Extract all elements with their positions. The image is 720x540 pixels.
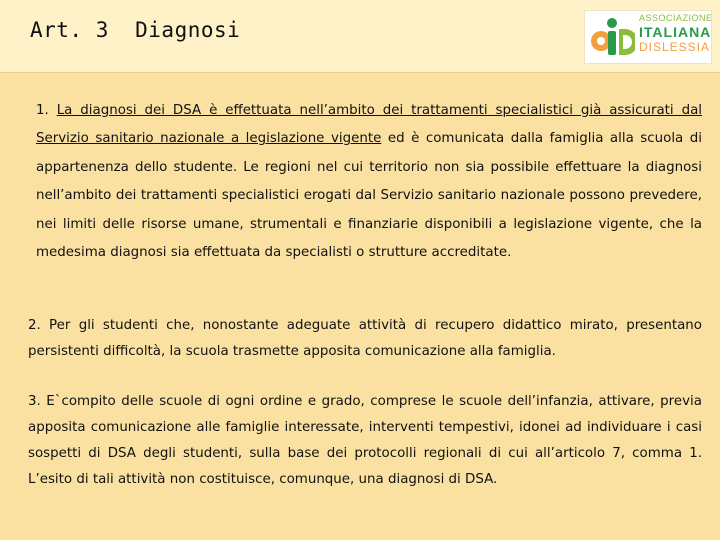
paragraph-1-number: 1.	[36, 103, 49, 118]
logo-text	[639, 14, 713, 53]
logo-line-1: ASSOCIAZIONE	[639, 13, 713, 23]
aid-logo-icon	[589, 15, 635, 59]
paragraph-1	[36, 97, 702, 267]
paragraph-2: 2. Per gli studenti che, nonostante adeguate attività di recupero didattico mirato, presentano persistenti difficoltà, la scuola trasmette apposita comunicazione alla famiglia.	[28, 318, 702, 359]
paragraph-3: 3. E`compito delle scuole di ogni ordine e grado, comprese le scuole dell’infanzia, attivare, previa apposita comunicazione alle famiglie interessate, interventi tempestivi, idonei ad individuare i casi sospetti di DSA degli studenti, sulla base dei protocolli regionali di cui all’articolo 7, comma 1. L’esito di tali attività non costituisce, comunque, una diagnosi di DSA.	[28, 394, 702, 487]
logo-line-3: DISLESSIA	[639, 40, 711, 54]
aid-logo	[584, 10, 712, 64]
paragraph-1-rest: ed è comunicata dalla famiglia alla scuola di appartenenza dello studente. Le regioni nel cui territorio non sia possibile effettuare la diagnosi nell’ambito dei trattamenti specialistici erogati dal Servizio sanitario nazionale possono prevedere, nei limiti delle risorse umane, strumentali e finanziarie disponibili a legislazione vigente, che la medesima diagnosi sia effettuata da specialisti o strutture accreditate.	[36, 131, 702, 261]
page-title: Art. 3 Diagnosi	[30, 18, 241, 42]
header-bar	[0, 0, 720, 73]
logo-line-2: ITALIANA	[639, 24, 712, 40]
paragraph-1-underlined: La diagnosi dei DSA è effettuata nell’ambito dei trattamenti specialistici già assicurati dal Servizio sanitario nazionale a legislazione vigente	[36, 103, 702, 147]
